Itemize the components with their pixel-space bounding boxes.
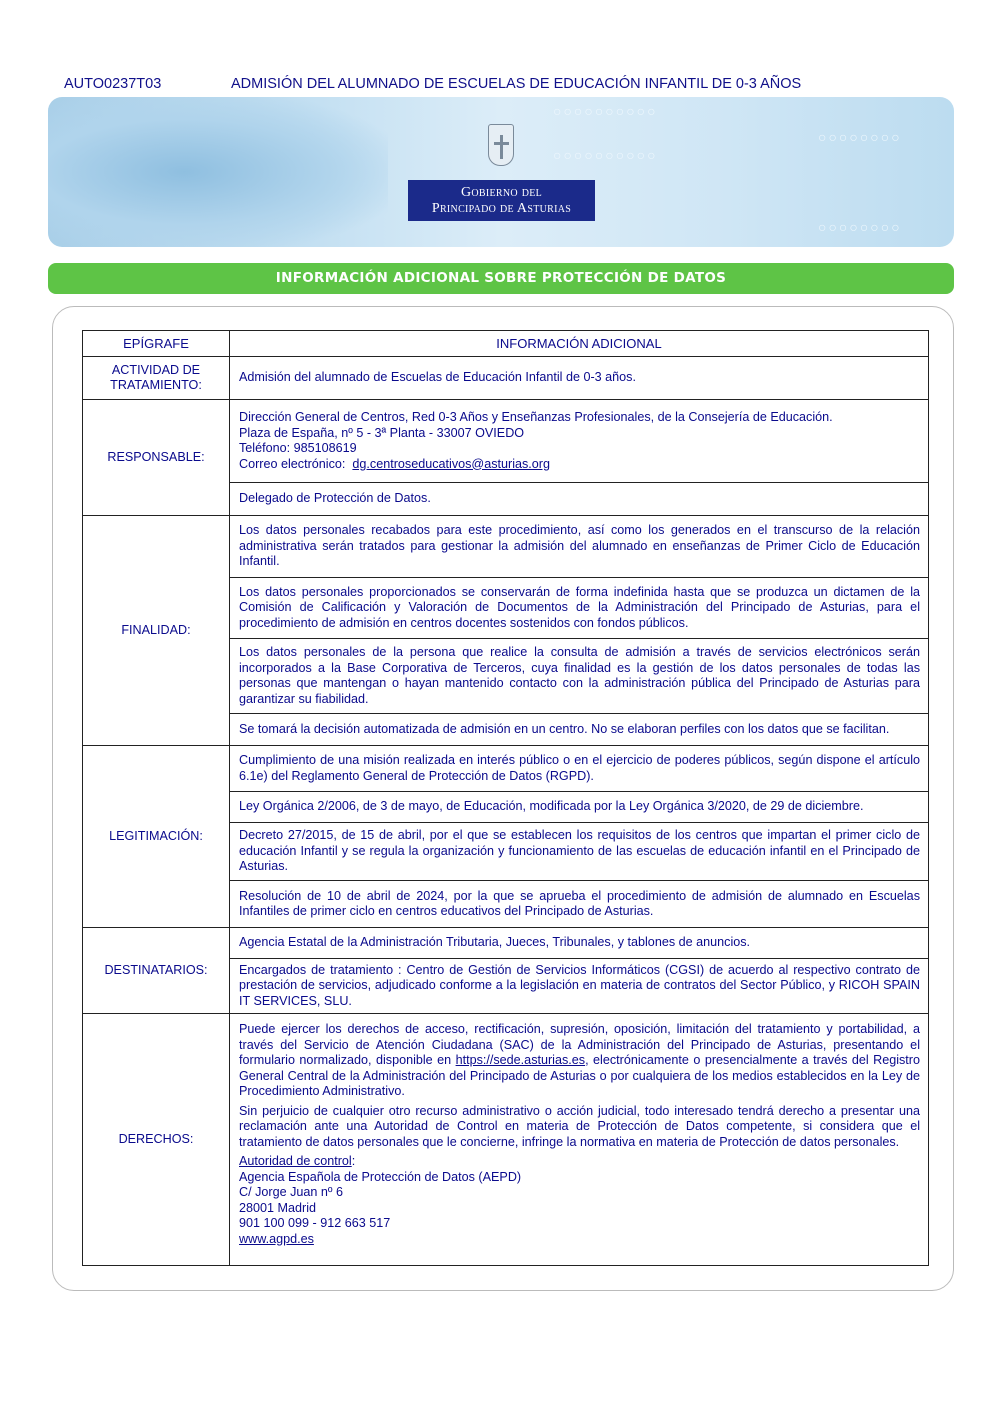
header-banner (48, 97, 954, 247)
email-link[interactable]: dg.centroseducativos@asturias.org (352, 456, 551, 471)
circuit-decoration: ○○○○○○○○○○ (553, 147, 658, 163)
table-row (83, 400, 929, 483)
agencia-city: 28001 Madrid (239, 1200, 317, 1215)
agpd-link[interactable]: www.agpd.es (239, 1231, 314, 1246)
legitimacion-item: Resolución de 10 de abril de 2024, por la que se aprueba el procedimiento de admisión de alumnado en Escuelas Infantiles de primer ciclo en centros educativos del Principado de Asturias. (230, 881, 929, 928)
section-title: INFORMACIÓN ADICIONAL SOBRE PROTECCIÓN DE DATOS (48, 263, 954, 294)
finalidad-item: Los datos personales proporcionados se conservarán de forma indefinida hasta que se produzca un dictamen de la Comisión de Calificación y Valoración de Documentos de la Administración del Principado de Asturias, para el procedimiento de admisión en centros docentes sostenidos con fondos públicos. (230, 578, 929, 639)
legitimacion-item: Decreto 27/2015, de 15 de abril, por el que se establecen los requisitos de los centros que impartan el primer ciclo de educación Infantil y se regula la organización y funcionamiento de las escuelas de educación infantil en el Principado de Asturias. (230, 823, 929, 881)
agencia-street: C/ Jorge Juan nº 6 (239, 1185, 344, 1199)
form-code: AUTO0237T03 (64, 76, 162, 92)
logo-line-1: Gobierno del (460, 185, 543, 200)
table-row (83, 516, 929, 578)
destinatarios-item: Encargados de tratamiento : Centro de Gestión de Servicios Informáticos (CGSI) de acuerdo al respectivo contrato de prestación de servicios, adjudicado conforme a la legislación en materia de contratos del Sector Público, y RICOH SPAIN IT SERVICES, SLU. (230, 959, 929, 1014)
agencia-name: Agencia Española de Protección de Datos (AEPD) (239, 1169, 522, 1184)
autoridad-label: Autoridad de control (239, 1154, 352, 1168)
sede-link[interactable]: https://sede.asturias.es (455, 1053, 586, 1067)
table-row (83, 1014, 929, 1266)
derechos-paragraph-2: Sin perjuicio de cualquier otro recurso administrativo o acción judicial, todo interesado tendrá derecho a presentar una reclamación ante una Autoridad de Control en materia de Protección de Datos competente, si considera que el tratamiento de datos personales que le concierne, infringe la normativa en materia de Protección de datos personales. (239, 1103, 920, 1149)
row-label-finalidad: FINALIDAD: (83, 516, 230, 746)
row-label-destinatarios: DESTINATARIOS: (83, 928, 230, 1014)
document-title: ADMISIÓN DEL ALUMNADO DE ESCUELAS DE EDUCACIÓN INFANTIL DE 0-3 AÑOS (231, 76, 802, 92)
legitimacion-item: Cumplimiento de una misión realizada en interés público o en el ejercicio de poderes públicos, según dispone el artículo 6.1e) del Reglamento General de Protección de Datos (RGPD). (230, 746, 929, 792)
circuit-decoration: ○○○○○○○○○○ (553, 103, 658, 119)
column-header-informacion: INFORMACIÓN ADICIONAL (230, 331, 929, 357)
row-label-responsable: RESPONSABLE: (83, 400, 230, 516)
destinatarios-item: Agencia Estatal de la Administración Tributaria, Jueces, Tribunales, y tablones de anuncios. (230, 928, 929, 959)
row-label-actividad: ACTIVIDAD DE TRATAMIENTO: (83, 357, 230, 400)
table-row (83, 928, 929, 959)
responsable-info (230, 400, 929, 483)
table-header-row (83, 331, 929, 357)
derechos-text: , electrónicamente o presencialmente a través del Registro General Central de la Administración del Principado de Asturias o por cualquiera de los medios establecidos en la Ley de Procedimiento Administrativo. (239, 1053, 920, 1098)
autoridad-block: Autoridad de control: Agencia Española de Protección de Datos (AEPD) C/ Jorge Juan nº 6 28001 Madrid 901 100 099 - 912 663 517 www.agpd.es (239, 1154, 522, 1246)
column-header-epigrafe: EPÍGRAFE (83, 331, 230, 357)
derechos-info (230, 1014, 929, 1266)
legitimacion-item: Ley Orgánica 2/2006, de 3 de mayo, de Educación, modificada por la Ley Orgánica 3/2020, de 29 de diciembre. (230, 792, 929, 823)
agencia-phones: 901 100 099 - 912 663 517 (239, 1216, 391, 1230)
derechos-text: Puede ejercer los derechos de acceso, rectificación, supresión, oposición, limitación del tratamiento y portabilidad, a través del Servicio de Atención Ciudadana (SAC) de la Administración del Principado de Asturias, presentando el formulario normalizado, disponible en (239, 1022, 920, 1067)
circuit-decoration: ○○○○○○○○ (818, 219, 902, 235)
responsable-organismo: Dirección General de Centros, Red 0-3 Años y Enseñanzas Profesionales, de la Consejería de Educación. (239, 410, 833, 424)
row-label-legitimacion: LEGITIMACIÓN: (83, 746, 230, 928)
finalidad-item: Se tomará la decisión automatizada de admisión en un centro. No se elaboran perfiles con los datos que se facilitan. (230, 714, 929, 746)
email-label: Correo electrónico: (239, 456, 346, 471)
table-row (83, 357, 929, 400)
finalidad-item: Los datos personales recabados para este procedimiento, así como los generados en el transcurso de la relación administrativa serán tratados para gestionar la admisión del alumnado en enseñanzas de Primer Ciclo de Educación Infantil. (230, 516, 929, 578)
table-row (83, 746, 929, 792)
finalidad-item: Los datos personales de la persona que realice la consulta de admisión a través de servicios electrónicos serán incorporados a la Base Corporativa de Terceros, cuya finalidad es la gestión de los datos personales de todas las personas que mantengan o hayan mantenido contacto con la administración pública del Principado de Asturias para garantizar su fiabilidad. (230, 639, 929, 714)
logo-line-2: Principado de Asturias (431, 201, 572, 216)
government-logo (408, 180, 595, 221)
circuit-decoration: ○○○○○○○○ (818, 129, 902, 145)
derechos-paragraph-1 (239, 1022, 920, 1100)
row-label-derechos: DERECHOS: (83, 1014, 230, 1266)
responsable-telefono: Teléfono: 985108619 (239, 441, 357, 455)
coat-of-arms-icon (488, 124, 514, 166)
dpd-text: Delegado de Protección de Datos. (230, 483, 929, 516)
actividad-text: Admisión del alumnado de Escuelas de Educación Infantil de 0-3 años. (230, 357, 929, 400)
responsable-direccion: Plaza de España, nº 5 - 3ª Planta - 33007 OVIEDO (239, 425, 525, 440)
banner-photo (48, 97, 388, 247)
responsable-email-line (239, 457, 920, 473)
data-protection-table (82, 330, 929, 1266)
